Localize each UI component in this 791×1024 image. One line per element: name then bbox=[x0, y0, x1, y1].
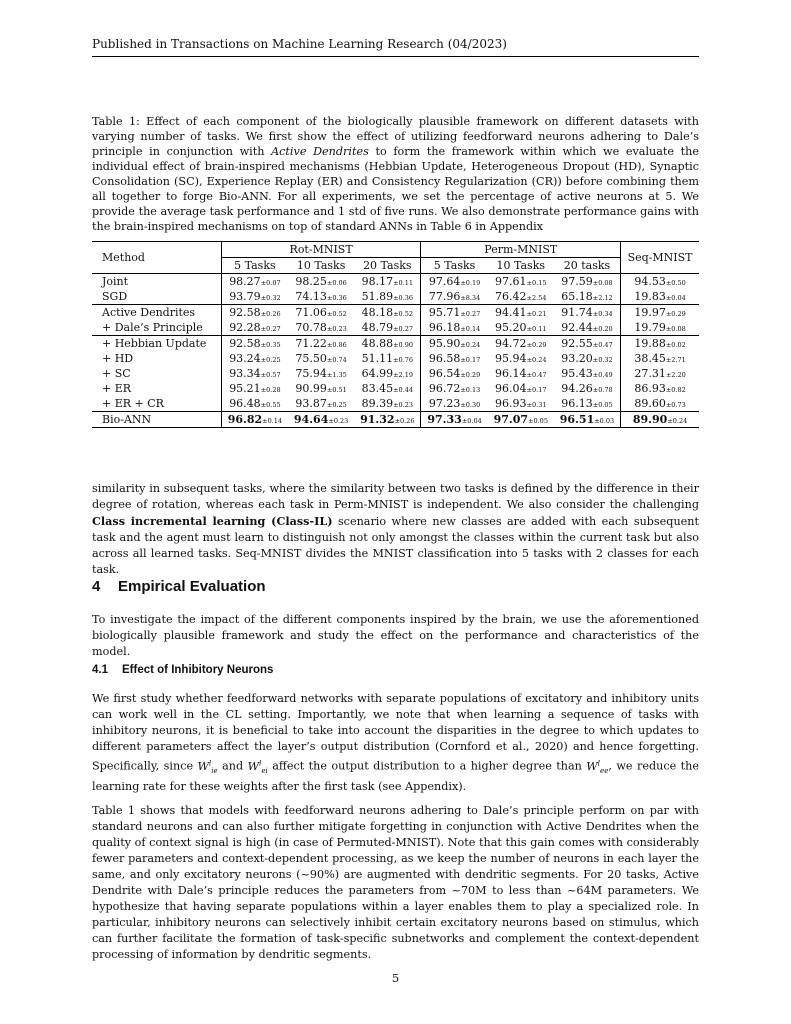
std-value: ±0.02 bbox=[665, 341, 686, 349]
std-value: ±0.27 bbox=[460, 310, 481, 318]
mean-value: 48.79 bbox=[361, 321, 394, 334]
mean-value: 97.61 bbox=[495, 275, 527, 288]
mean-value: 19.83 bbox=[634, 290, 666, 303]
table-header-row-1 bbox=[92, 242, 699, 258]
value-cell bbox=[621, 381, 699, 396]
std-value: ±0.86 bbox=[326, 341, 347, 349]
mean-value: 48.18 bbox=[361, 306, 394, 319]
table-row bbox=[92, 274, 699, 290]
std-value: ±0.44 bbox=[393, 386, 414, 394]
std-value: ±0.17 bbox=[460, 356, 481, 364]
std-value: ±0.73 bbox=[665, 401, 686, 409]
value-cell bbox=[288, 412, 354, 428]
mean-value: 95.21 bbox=[229, 382, 261, 395]
mean-value: 92.55 bbox=[561, 337, 593, 350]
para3-text-2: affect the output distribution to a higher degree than bbox=[267, 759, 587, 773]
value-cell bbox=[221, 381, 288, 396]
mean-value: 96.51 bbox=[559, 413, 595, 426]
table-row bbox=[92, 320, 699, 336]
mean-value: 92.58 bbox=[229, 306, 261, 319]
mean-value: 94.72 bbox=[495, 337, 527, 350]
std-value: ±0.24 bbox=[460, 341, 481, 349]
mean-value: 83.45 bbox=[361, 382, 394, 395]
std-value: ±0.57 bbox=[260, 371, 281, 379]
mean-value: 74.13 bbox=[295, 290, 327, 303]
std-value: ±0.26 bbox=[394, 417, 415, 425]
value-cell bbox=[621, 274, 699, 290]
mean-value: 95.20 bbox=[495, 321, 527, 334]
subheader-cell: 10 Tasks bbox=[296, 259, 346, 272]
paragraph-inhibitory: We first study whether feedforward networks with separate populations of excitatory and inhibitory units can work well in the CL setting. Importantly, we note that when learning a sequence of tasks with inhibitory neurons, it is beneficial to take into account the disparities in the degree to which updates to different parameters affect the layer’s output distribution (Cornford et al., 2020) and hence forgetting. Specifically, since $W^l_{ie}$ and $W^l_{ei}$ affect the output distribution to a higher degree than $W^l_{ee}$, we reduce the learning rate for these weights after the first task (see Appendix). bbox=[92, 692, 699, 793]
value-cell bbox=[221, 396, 288, 412]
std-value: ±2.54 bbox=[526, 294, 547, 302]
std-value: ±0.15 bbox=[526, 279, 547, 287]
method-cell: + ER bbox=[102, 382, 132, 395]
mean-value: 71.06 bbox=[295, 306, 327, 319]
mean-value: 96.72 bbox=[428, 382, 461, 395]
subsection-number: 4.1 bbox=[92, 664, 108, 676]
group-header-seq: Seq-MNIST bbox=[621, 242, 699, 274]
mean-value: 97.07 bbox=[493, 413, 529, 426]
value-cell bbox=[288, 381, 354, 396]
std-value: ±0.50 bbox=[665, 279, 686, 287]
value-cell bbox=[621, 336, 699, 352]
value-cell bbox=[621, 366, 699, 381]
mean-value: 92.44 bbox=[561, 321, 593, 334]
std-value: ±0.03 bbox=[594, 417, 615, 425]
table-row bbox=[92, 336, 699, 352]
mean-value: 94.53 bbox=[634, 275, 666, 288]
std-value: ±1.35 bbox=[326, 371, 347, 379]
value-cell bbox=[354, 320, 421, 336]
value-cell bbox=[554, 396, 621, 412]
value-cell bbox=[488, 289, 554, 305]
std-value: ±0.47 bbox=[526, 371, 547, 379]
value-cell bbox=[621, 289, 699, 305]
std-value: ±0.21 bbox=[526, 310, 547, 318]
std-value: ±0.29 bbox=[665, 310, 686, 318]
para1-text-1: similarity in subsequent tasks, where the similarity between two tasks is defined by the difference in their degree of rotation, whereas each task in Perm-MNIST is independent. We also consider the challenging bbox=[92, 482, 699, 511]
mean-value: 98.25 bbox=[295, 275, 327, 288]
std-value: ±0.14 bbox=[262, 417, 283, 425]
value-cell bbox=[621, 351, 699, 366]
value-cell bbox=[554, 336, 621, 352]
subheader-cell: 5 Tasks bbox=[221, 258, 288, 274]
mean-value: 96.82 bbox=[227, 413, 263, 426]
std-value: ±0.24 bbox=[526, 356, 547, 364]
mean-value: 95.43 bbox=[561, 367, 593, 380]
mean-value: 94.64 bbox=[293, 413, 329, 426]
para1-bold: Class incremental learning (Class-IL) bbox=[92, 514, 333, 528]
value-cell bbox=[421, 351, 488, 366]
math-w-ie: $W^l_{ie}$ bbox=[197, 759, 218, 775]
value-cell bbox=[354, 412, 421, 428]
std-value: ±8.34 bbox=[460, 294, 481, 302]
group-header-perm: Perm-MNIST bbox=[421, 242, 621, 258]
mean-value: 93.24 bbox=[229, 352, 261, 365]
mean-value: 89.60 bbox=[634, 397, 666, 410]
std-value: ±0.27 bbox=[260, 325, 281, 333]
std-value: ±0.35 bbox=[260, 341, 281, 349]
mean-value: 92.28 bbox=[229, 321, 261, 334]
mean-value: 76.42 bbox=[495, 290, 527, 303]
paragraph-continuation bbox=[92, 481, 699, 578]
value-cell bbox=[488, 274, 554, 290]
mean-value: 75.94 bbox=[295, 367, 327, 380]
value-cell bbox=[621, 412, 699, 428]
value-cell bbox=[354, 305, 421, 321]
value-cell bbox=[421, 320, 488, 336]
std-value: ±0.25 bbox=[326, 401, 347, 409]
mean-value: 71.22 bbox=[295, 337, 327, 350]
mean-value: 96.54 bbox=[428, 367, 461, 380]
std-value: ±0.25 bbox=[260, 356, 281, 364]
subheader-cell: 20 Tasks bbox=[363, 259, 412, 272]
mean-value: 90.99 bbox=[295, 382, 327, 395]
std-value: ±0.23 bbox=[328, 417, 349, 425]
std-value: ±0.52 bbox=[326, 310, 347, 318]
mean-value: 97.33 bbox=[427, 413, 462, 426]
value-cell bbox=[288, 366, 354, 381]
value-cell bbox=[288, 396, 354, 412]
mean-value: 51.11 bbox=[361, 352, 394, 365]
std-value: ±0.78 bbox=[592, 386, 613, 394]
std-value: ±0.55 bbox=[260, 401, 281, 409]
value-cell bbox=[488, 396, 554, 412]
mean-value: 27.31 bbox=[634, 367, 666, 380]
value-cell bbox=[354, 289, 421, 305]
subsection-title: Effect of Inhibitory Neurons bbox=[122, 664, 274, 676]
value-cell bbox=[488, 412, 554, 428]
value-cell bbox=[621, 320, 699, 336]
para1-text-2: scenario where new classes are added with each subsequent task and the agent must learn to distinguish not only amongst the classes within the current task but also across all learned tasks. Seq-MNIST divides the MNIST classification into 5 tasks with 2 classes for each task. bbox=[92, 515, 699, 576]
para3-text-3: , we reduce the learning rate for these weights after the first task (see Appendix). bbox=[92, 759, 699, 793]
value-cell bbox=[488, 366, 554, 381]
method-header: Method bbox=[92, 242, 221, 274]
std-value: ±0.11 bbox=[526, 325, 547, 333]
mean-value: 77.96 bbox=[428, 290, 461, 303]
mean-value: 93.34 bbox=[229, 367, 261, 380]
subsection-heading bbox=[92, 664, 273, 676]
table-row bbox=[92, 305, 699, 321]
std-value: ±0.08 bbox=[592, 279, 613, 287]
page-number: 5 bbox=[391, 971, 400, 985]
group-header-rot: Rot-MNIST bbox=[221, 242, 421, 258]
std-value: ±0.07 bbox=[260, 279, 281, 287]
std-value: ±0.82 bbox=[665, 386, 686, 394]
table-body bbox=[92, 274, 699, 428]
subheader-cell: 10 Tasks bbox=[496, 259, 546, 272]
method-cell: + ER + CR bbox=[102, 397, 164, 410]
section-heading bbox=[92, 578, 266, 595]
std-value: ±0.08 bbox=[665, 325, 686, 333]
value-cell bbox=[421, 289, 488, 305]
method-cell: Joint bbox=[92, 274, 221, 290]
mean-value: 97.64 bbox=[428, 275, 461, 288]
value-cell bbox=[354, 336, 421, 352]
mean-value: 98.27 bbox=[229, 275, 261, 288]
value-cell bbox=[354, 381, 421, 396]
mean-value: 94.26 bbox=[561, 382, 593, 395]
table-row bbox=[92, 351, 699, 366]
method-cell: + Hebbian Update bbox=[92, 336, 221, 352]
value-cell bbox=[221, 305, 288, 321]
std-value: ±0.24 bbox=[667, 417, 688, 425]
mean-value: 70.78 bbox=[295, 321, 327, 334]
method-cell: Active Dendrites bbox=[92, 305, 221, 321]
value-cell bbox=[554, 289, 621, 305]
std-value: ±0.34 bbox=[592, 310, 613, 318]
std-value: ±0.14 bbox=[460, 325, 481, 333]
value-cell bbox=[488, 320, 554, 336]
method-cell: Bio-ANN bbox=[92, 412, 221, 428]
paragraph-table-discussion: Table 1 shows that models with feedforward neurons adhering to Dale’s principle perform on par with standard neurons and can also further mitigate forgetting in conjunction with Active Dendrites when the quality of context signal is high (in case of Permuted-MNIST). Note that this gain comes with considerably fewer parameters and context-dependent processing, as we keep the number of neurons in each layer the same, and only excitatory neurons (~90%) are augmented with dendritic segments. For 20 tasks, Active Dendrite with Dale’s principle reduces the parameters from ~70M to less than ~64M parameters. We hypothesize that having separate populations within a layer enables them to play a specialized role. In particular, inhibitory neurons can selectively inhibit certain excitatory neurons based on stimulus, which can further facilitate the formation of task-specific subnetworks and complement the context-dependent processing of information by dendritic segments. bbox=[92, 804, 699, 961]
value-cell bbox=[488, 381, 554, 396]
mean-value: 96.14 bbox=[495, 367, 527, 380]
value-cell bbox=[421, 305, 488, 321]
std-value: ±0.76 bbox=[393, 356, 414, 364]
mean-value: 97.23 bbox=[428, 397, 461, 410]
value-cell bbox=[288, 274, 354, 290]
value-cell bbox=[488, 305, 554, 321]
mean-value: 95.71 bbox=[428, 306, 461, 319]
std-value: ±0.06 bbox=[326, 279, 347, 287]
mean-value: 96.04 bbox=[495, 382, 527, 395]
para3-text-1: We first study whether feedforward networks with separate populations of excitatory and inhibitory units can work well in the CL setting. Importantly, we note that when learning a sequence of tasks with inhibitory neurons, it is beneficial to take into account the disparities in the degree to which updates to different parameters affect the layer’s output distribution (Cornford et al., 2020) and hence forgetting. Specifically, since bbox=[92, 692, 699, 773]
mean-value: 96.93 bbox=[495, 397, 527, 410]
running-header: Published in Transactions on Machine Learning Research (04/2023) bbox=[92, 37, 699, 57]
std-value: ±0.52 bbox=[393, 310, 414, 318]
std-value: ±0.23 bbox=[393, 401, 414, 409]
std-value: ±0.04 bbox=[461, 417, 482, 425]
std-value: ±0.32 bbox=[592, 356, 613, 364]
value-cell bbox=[554, 381, 621, 396]
caption-text-1: Table 1: Effect of each component of the biologically plausible framework on different datasets with varying number of tasks. We first show the effect of utilizing feedforward neurons adhering to Dale’s principle in conjunction with bbox=[92, 115, 699, 158]
mean-value: 94.41 bbox=[495, 306, 527, 319]
value-cell bbox=[421, 396, 488, 412]
value-cell bbox=[354, 274, 421, 290]
method-cell: + HD bbox=[102, 352, 134, 365]
value-cell bbox=[421, 366, 488, 381]
value-cell bbox=[621, 305, 699, 321]
value-cell bbox=[221, 366, 288, 381]
std-value: ±2.12 bbox=[592, 294, 613, 302]
value-cell bbox=[354, 396, 421, 412]
section-number: 4 bbox=[92, 578, 101, 595]
std-value: ±2.20 bbox=[665, 371, 686, 379]
std-value: ±0.49 bbox=[592, 371, 613, 379]
std-value: ±0.29 bbox=[526, 341, 547, 349]
mean-value: 96.13 bbox=[561, 397, 593, 410]
results-table bbox=[92, 241, 699, 428]
std-value: ±0.30 bbox=[460, 401, 481, 409]
value-cell bbox=[221, 289, 288, 305]
method-cell: SGD bbox=[102, 290, 128, 303]
caption-text-2: to form the framework within which we evaluate the individual effect of brain-inspired mechanisms (Hebbian Update, Heterogeneous Dropout (HD), Synaptic Consolidation (SC), Experience Replay (ER) and Consistency Regularization (CR)) before combining them all together to forge Bio-ANN. For all experiments, we set the percentage of active neurons at 5. We provide the average task performance and 1 std of five runs. We also demonstrate performance gains with the brain-inspired mechanisms on top of standard ANNs in Table 6 in Appendix bbox=[92, 145, 699, 233]
value-cell bbox=[288, 336, 354, 352]
mean-value: 19.88 bbox=[634, 337, 666, 350]
std-value: ±2.71 bbox=[665, 356, 686, 364]
std-value: ±0.28 bbox=[260, 386, 281, 394]
value-cell bbox=[421, 336, 488, 352]
std-value: ±0.17 bbox=[526, 386, 547, 394]
method-cell: + SC bbox=[102, 367, 131, 380]
table-caption bbox=[92, 114, 699, 234]
value-cell bbox=[421, 412, 488, 428]
std-value: ±0.13 bbox=[460, 386, 481, 394]
std-value: ±2.19 bbox=[393, 371, 414, 379]
value-cell bbox=[288, 289, 354, 305]
value-cell bbox=[221, 336, 288, 352]
std-value: ±0.36 bbox=[393, 294, 414, 302]
std-value: ±0.47 bbox=[592, 341, 613, 349]
section-title: Empirical Evaluation bbox=[118, 578, 266, 595]
value-cell bbox=[288, 320, 354, 336]
mean-value: 89.39 bbox=[361, 397, 394, 410]
value-cell bbox=[554, 366, 621, 381]
value-cell bbox=[288, 305, 354, 321]
subheader-cell: 20 tasks bbox=[563, 259, 611, 272]
value-cell bbox=[554, 351, 621, 366]
mean-value: 91.32 bbox=[360, 413, 395, 426]
mean-value: 19.97 bbox=[634, 306, 666, 319]
std-value: ±0.31 bbox=[526, 401, 547, 409]
table-row bbox=[92, 412, 699, 428]
mean-value: 65.18 bbox=[561, 290, 593, 303]
math-w-ei: $W^l_{ei}$ bbox=[247, 759, 268, 775]
std-value: ±0.27 bbox=[393, 325, 414, 333]
value-cell bbox=[554, 320, 621, 336]
mean-value: 38.45 bbox=[634, 352, 666, 365]
caption-italic: Active Dendrites bbox=[271, 145, 369, 158]
mean-value: 96.48 bbox=[229, 397, 261, 410]
mean-value: 93.79 bbox=[229, 290, 261, 303]
table-row bbox=[92, 396, 699, 412]
mean-value: 95.90 bbox=[428, 337, 461, 350]
std-value: ±0.05 bbox=[528, 417, 548, 425]
value-cell bbox=[554, 274, 621, 290]
std-value: ±0.90 bbox=[393, 341, 414, 349]
mean-value: 89.90 bbox=[632, 413, 668, 426]
std-value: ±0.19 bbox=[460, 279, 481, 287]
mean-value: 75.50 bbox=[295, 352, 327, 365]
std-value: ±0.74 bbox=[326, 356, 347, 364]
value-cell bbox=[221, 274, 288, 290]
method-cell: + Dale’s Principle bbox=[102, 321, 203, 334]
value-cell bbox=[221, 320, 288, 336]
std-value: ±0.04 bbox=[665, 294, 686, 302]
mean-value: 96.18 bbox=[428, 321, 461, 334]
subheader-cell: 5 Tasks bbox=[421, 258, 488, 274]
value-cell bbox=[354, 351, 421, 366]
value-cell bbox=[554, 305, 621, 321]
std-value: ±0.32 bbox=[260, 294, 281, 302]
value-cell bbox=[421, 274, 488, 290]
mean-value: 91.74 bbox=[561, 306, 593, 319]
math-w-ee: $W^l_{ee}$ bbox=[586, 759, 609, 775]
mean-value: 86.93 bbox=[634, 382, 666, 395]
std-value: ±0.11 bbox=[393, 279, 414, 287]
mean-value: 19.79 bbox=[634, 321, 666, 334]
value-cell bbox=[221, 351, 288, 366]
mean-value: 92.58 bbox=[229, 337, 261, 350]
mean-value: 96.58 bbox=[428, 352, 461, 365]
mean-value: 93.87 bbox=[295, 397, 327, 410]
value-cell bbox=[354, 366, 421, 381]
std-value: ±0.23 bbox=[326, 325, 347, 333]
table-row bbox=[92, 366, 699, 381]
mean-value: 98.17 bbox=[361, 275, 394, 288]
value-cell bbox=[421, 381, 488, 396]
mean-value: 93.20 bbox=[561, 352, 593, 365]
value-cell bbox=[621, 396, 699, 412]
value-cell bbox=[488, 351, 554, 366]
value-cell bbox=[288, 351, 354, 366]
value-cell bbox=[221, 412, 288, 428]
value-cell bbox=[488, 336, 554, 352]
mean-value: 64.99 bbox=[361, 367, 394, 380]
std-value: ±0.20 bbox=[592, 325, 613, 333]
std-value: ±0.36 bbox=[326, 294, 347, 302]
value-cell bbox=[554, 412, 621, 428]
std-value: ±0.51 bbox=[326, 386, 347, 394]
table-row bbox=[92, 289, 699, 305]
table-row bbox=[92, 381, 699, 396]
mean-value: 48.88 bbox=[361, 337, 394, 350]
mean-value: 51.89 bbox=[361, 290, 394, 303]
std-value: ±0.29 bbox=[460, 371, 481, 379]
mean-value: 97.59 bbox=[561, 275, 593, 288]
mean-value: 95.94 bbox=[495, 352, 527, 365]
std-value: ±0.26 bbox=[260, 310, 281, 318]
std-value: ±0.05 bbox=[592, 401, 613, 409]
paragraph-intro: To investigate the impact of the different components inspired by the brain, we use the aforementioned biologically plausible framework and study the effect on the performance and characteristics of the model. bbox=[92, 613, 699, 658]
